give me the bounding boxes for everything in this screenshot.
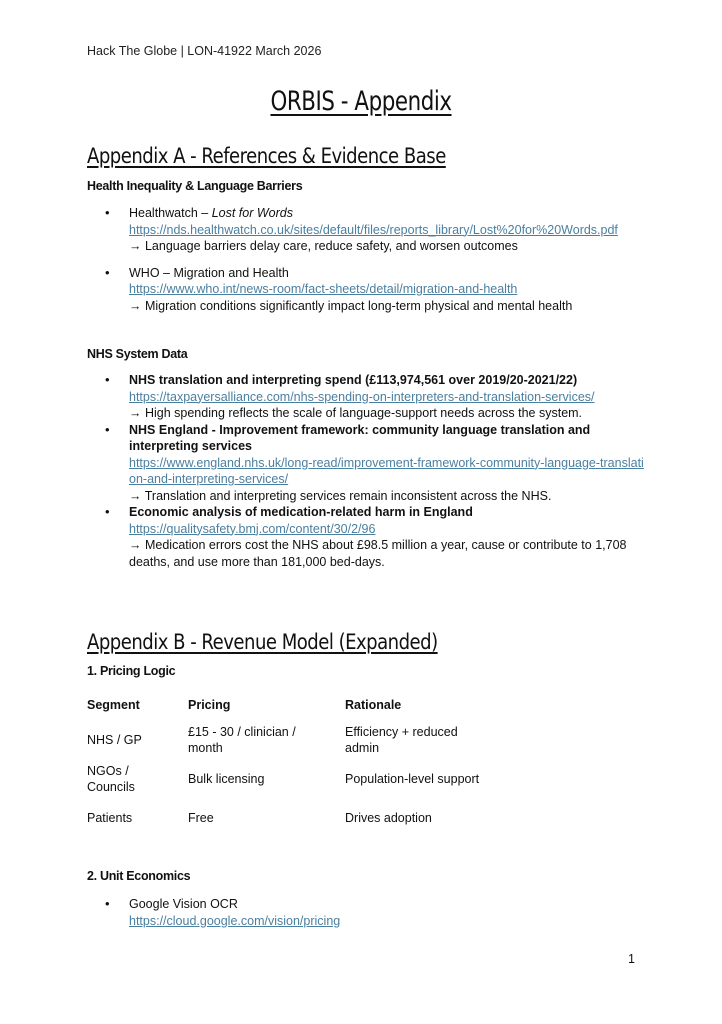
column-header-rationale: Rationale [345,698,402,712]
reference-note: → Translation and interpreting services remain inconsistent across the NHS. [129,488,552,503]
nhs-system-data-list [105,372,645,570]
reference-source: Healthwatch – [129,206,212,220]
pricing-table [87,690,515,837]
list-item [105,265,645,315]
page-number: 1 [628,952,635,966]
table-cell: £15 - 30 / clinician / month [188,724,296,755]
reference-link[interactable]: https://www.who.int/news-room/fact-sheets/detail/migration-and-health [129,282,518,296]
reference-source: Economic analysis of medication-related harm in England [129,505,473,519]
section-heading-nhs-system-data: NHS System Data [87,347,188,361]
unit-economics-heading: 2. Unit Economics [87,869,191,883]
column-header-segment: Segment [87,698,140,712]
table-header-row [87,690,515,720]
reference-source: NHS England - Improvement framework: community language translation and interpreting services [129,422,591,453]
health-inequality-list [105,205,645,314]
table-row [87,798,515,837]
reference-note: → Language barriers delay care, reduce safety, and worsen outcomes [129,239,518,253]
appendix-b-heading: Appendix B - Revenue Model (Expanded) [87,630,438,654]
list-item [105,372,645,422]
reference-source: NHS translation and interpreting spend (£113,974,561 over 2019/20-2021/22) [129,373,578,387]
table-cell: Drives adoption [345,810,432,825]
table-cell: Efficiency + reduced admin [345,724,458,755]
reference-link[interactable]: https://cloud.google.com/vision/pricing [129,913,341,928]
reference-source: Google Vision OCR [129,897,238,911]
table-cell: Free [188,810,214,825]
unit-economics-list [105,896,645,929]
table-cell: Patients [87,810,133,825]
reference-link[interactable]: https://nds.healthwatch.co.uk/sites/default/files/reports_library/Lost%20for%20Words.pdf [129,222,618,237]
table-cell: Bulk licensing [188,771,265,786]
table-cell: NHS / GP [87,732,142,747]
appendix-a-heading: Appendix A - References & Evidence Base [87,144,446,168]
pricing-logic-heading: 1. Pricing Logic [87,664,176,678]
reference-link[interactable]: https://qualitysafety.bmj.com/content/30/2/96 [129,521,376,536]
page-header: Hack The Globe | LON-41922 March 2026 [87,44,322,58]
reference-note: → Medication errors cost the NHS about £98.5 million a year, cause or contribute to 1,708 deaths, and use more than 181,000 bed-days. [129,538,627,569]
reference-link[interactable]: https://taxpayersalliance.com/nhs-spending-on-interpreters-and-translation-services/ [129,389,595,404]
reference-title: Lost for Words [211,206,293,220]
list-item [105,896,645,929]
column-header-pricing: Pricing [188,698,231,712]
document-title: ORBIS - Appendix [270,86,452,117]
list-item [105,205,645,255]
list-item [105,504,645,570]
reference-note: → High spending reflects the scale of language-support needs across the system. [129,406,583,420]
reference-link[interactable]: https://www.england.nhs.uk/long-read/improvement-framework-community-language-translation-and-interpreting-services/ [129,455,644,486]
table-cell: NGOs / Councils [87,763,135,794]
reference-note: → Migration conditions significantly impact long-term physical and mental health [129,298,573,313]
table-row [87,720,515,759]
table-row [87,759,515,798]
list-item [105,422,645,505]
reference-source: WHO – Migration and Health [129,265,289,280]
table-cell: Population-level support [345,771,480,786]
section-heading-health-inequality: Health Inequality & Language Barriers [87,179,303,193]
